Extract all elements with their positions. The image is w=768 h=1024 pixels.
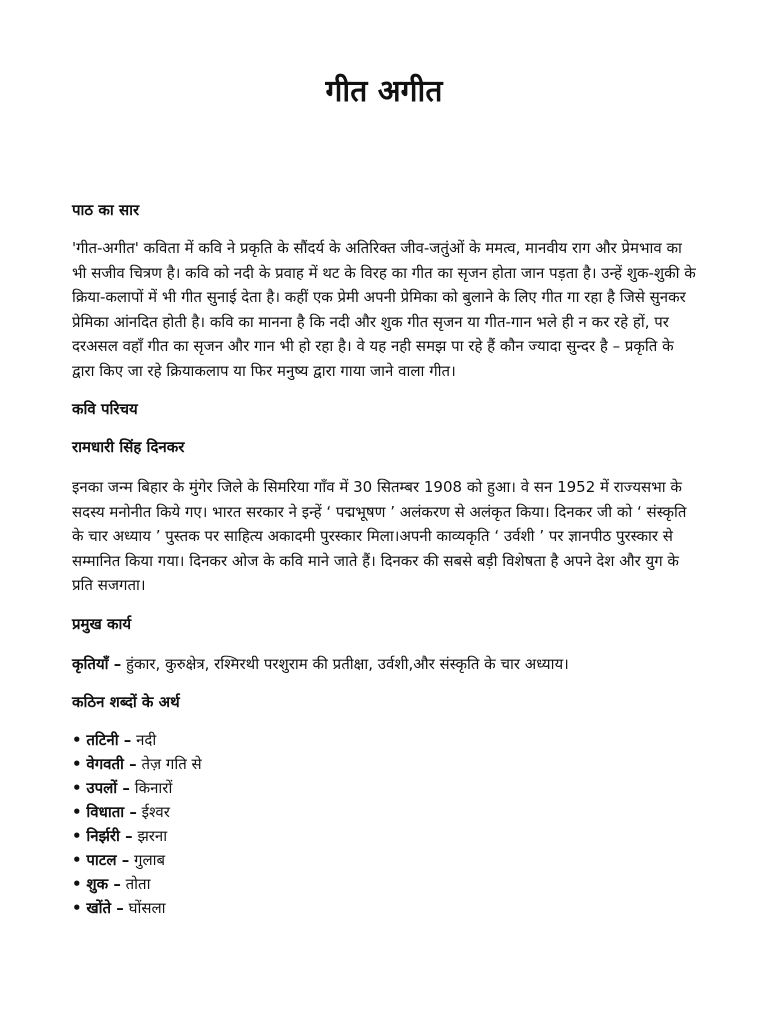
bullet-icon: •: [72, 827, 82, 845]
glossary-term: पाटल –: [86, 851, 130, 869]
glossary-meaning: तेज़ गति से: [141, 755, 202, 773]
works-label: कृतियाँ –: [72, 654, 122, 673]
glossary-item: [72, 752, 696, 776]
works-heading: प्रमुख कार्य: [72, 614, 132, 633]
glossary-term: उपलों –: [86, 779, 130, 797]
glossary-item: [72, 872, 696, 896]
summary-paragraph: 'गीत-अगीत' कविता में कवि ने प्रकृति के सौंदर्य के अतिरिक्त जीव-जतुंओं के ममत्व, मानवीय राग और प्रेमभाव का भी सजीव चित्रण है। कवि को नदी के प्रवाह में थट के विरह का गीत का सृजन होता जान पड़ता है। उन्हें शुक-शुकी के क्रिया-कलापों में भी गीत सुनाई देता है। कहीं एक प्रेमी अपनी प्रेमिका को बुलाने के लिए गीत गा रहा है जिसे सुनकर प्रेमिका आंनदित होती है। कवि का मानना है कि नदी और शुक गीत सृजन या गीत-गान भले ही न कर रहे हों, पर दरअसल वहाँ गीत का सृजन और गान भी हो रहा है। वे यह नही समझ पा रहे हैं कौन ज्यादा सुन्दर है – प्रकृति के द्वारा किए जा रहे क्रियाकलाप या फिर मनुष्य द्वारा गाया जाने वाला गीत।: [72, 239, 696, 380]
poet-intro-heading: कवि परिचय: [72, 400, 138, 418]
glossary-meaning: नदी: [136, 731, 157, 749]
summary-heading: पाठ का सार: [72, 201, 140, 219]
glossary-item: [72, 848, 696, 872]
bullet-icon: •: [72, 731, 82, 749]
glossary-item: [72, 800, 696, 824]
bullet-icon: •: [72, 851, 82, 869]
bullet-icon: •: [72, 779, 82, 797]
glossary-term: शुक –: [86, 875, 121, 893]
poet-name-heading: रामधारी सिंह दिनकर: [72, 438, 185, 456]
glossary-meaning: तोता: [125, 875, 151, 893]
glossary-meaning: किनारों: [134, 779, 173, 797]
glossary-term: निर्झरी –: [86, 827, 133, 845]
glossary-meaning: घोंसला: [128, 899, 166, 917]
glossary-term: तटिनी –: [86, 731, 132, 749]
glossary-item: [72, 776, 696, 800]
bullet-icon: •: [72, 755, 82, 773]
glossary-term: वेगवती –: [86, 755, 137, 773]
glossary-meaning: झरना: [137, 827, 168, 845]
glossary-term: खोंते –: [86, 899, 124, 917]
bullet-icon: •: [72, 803, 82, 821]
works-paragraph: [72, 652, 696, 677]
glossary-item: [72, 824, 696, 848]
page-title: गीत अगीत: [325, 74, 443, 109]
glossary-term: विधाता –: [86, 803, 137, 821]
glossary-list: [72, 728, 696, 920]
bullet-icon: •: [72, 875, 82, 893]
glossary-item: [72, 896, 696, 920]
glossary-item: [72, 728, 696, 752]
glossary-meaning: गुलाब: [134, 851, 166, 869]
glossary-meaning: ईश्वर: [141, 803, 170, 821]
works-list-text: हुंकार, कुरुक्षेत्र, रश्मिरथी परशुराम की प्रतीक्षा, उर्वशी,और संस्कृति के चार अध्याय।: [121, 654, 569, 673]
poet-bio-paragraph: इनका जन्म बिहार के मुंगेर जिले के सिमरिया गाँव में 30 सितम्बर 1908 को हुआ। वे सन 1952 में राज्यसभा के सदस्य मनोनीत किये गए। भारत सरकार ने इन्हें ‘ पद्मभूषण ’ अलंकरण से अलंकृत किया। दिनकर जी को ‘ संस्कृति के चार अध्याय ’ पुस्तक पर साहित्य अकादमी पुरस्कार मिला।अपनी काव्यकृति ‘ उर्वशी ’ पर ज्ञानपीठ पुरस्कार से सम्मानित किया गया। दिनकर ओज के कवि माने जाते हैं। दिनकर की सबसे बड़ी विशेषता है अपने देश और युग के प्रति सजगता।: [72, 478, 687, 594]
glossary-heading: कठिन शब्दों के अर्थ: [72, 693, 180, 711]
bullet-icon: •: [72, 899, 82, 917]
